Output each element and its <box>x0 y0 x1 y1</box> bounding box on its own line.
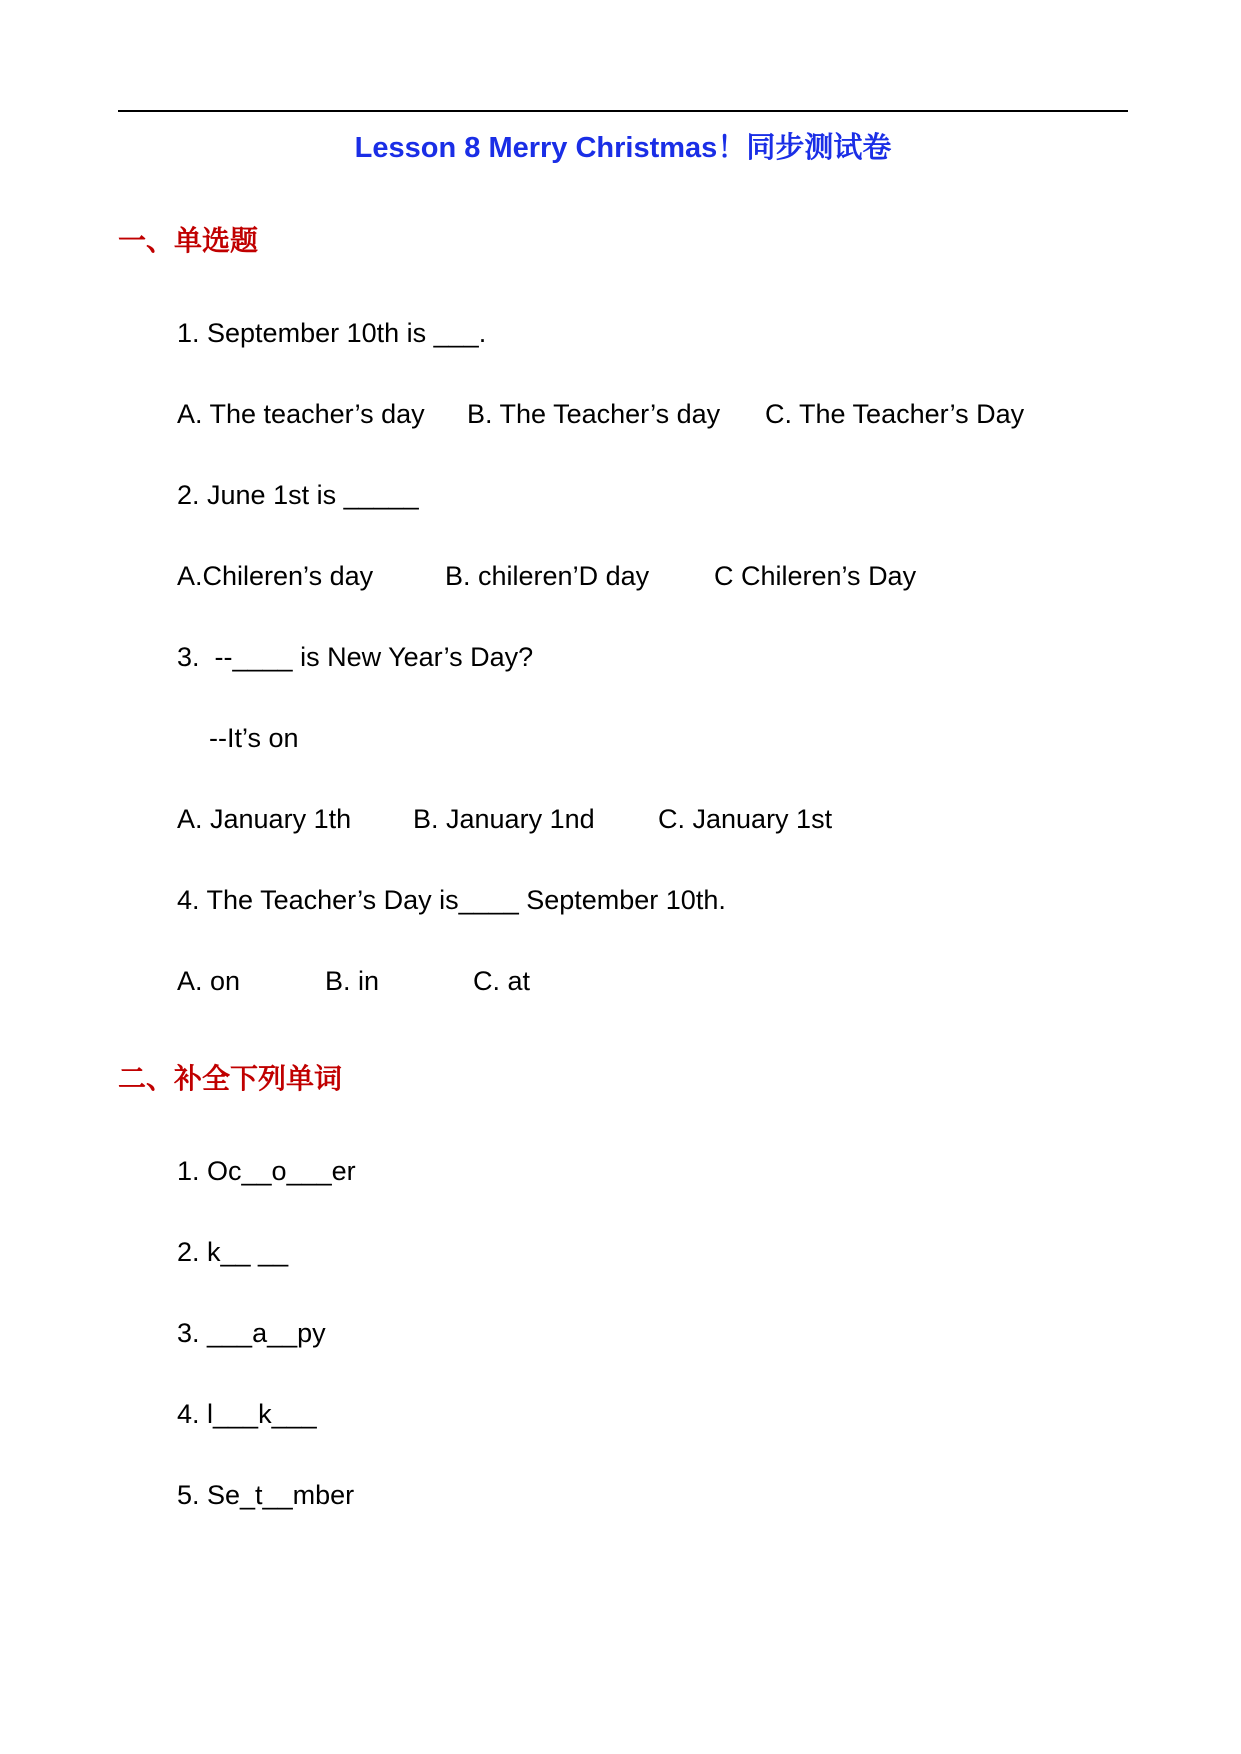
question-2-option-b: B. chileren’D day <box>445 561 650 591</box>
question-1-option-b: B. The Teacher’s day <box>467 399 721 429</box>
question-3-option-c: C. January 1st <box>658 804 833 834</box>
fill-word-1: 1. Oc__o___er <box>177 1156 356 1186</box>
question-3-response: --It’s on <box>209 723 299 753</box>
question-3-stem: 3. --____ is New Year’s Day? <box>177 642 534 672</box>
question-4-option-b: B. in <box>325 966 380 996</box>
fill-word-4: 4. l___k___ <box>177 1399 317 1429</box>
fill-word-5: 5. Se_t__mber <box>177 1480 355 1510</box>
header-rule <box>118 110 1128 112</box>
fill-word-3: 3. ___a__py <box>177 1318 326 1348</box>
question-4-option-a: A. on <box>177 966 241 996</box>
section2-heading: 二、补全下列单词 <box>118 1062 343 1095</box>
question-2-option-c: C Chileren’s Day <box>714 561 917 591</box>
question-2-stem: 2. June 1st is _____ <box>177 480 419 510</box>
question-3-option-b: B. January 1nd <box>413 804 595 834</box>
section1-heading: 一、单选题 <box>118 224 259 257</box>
question-1-stem: 1. September 10th is ___. <box>177 318 487 348</box>
question-3-option-a: A. January 1th <box>177 804 352 834</box>
fill-word-2: 2. k__ __ <box>177 1237 289 1267</box>
question-1-option-a: A. The teacher’s day <box>177 399 425 429</box>
question-1-option-c: C. The Teacher’s Day <box>765 399 1025 429</box>
question-4-stem: 4. The Teacher’s Day is____ September 10th. <box>177 885 726 915</box>
question-2-option-a: A.Chileren’s day <box>177 561 374 591</box>
document-title: Lesson 8 Merry Christmas！同步测试卷 <box>354 132 892 164</box>
question-4-option-c: C. at <box>473 966 531 996</box>
